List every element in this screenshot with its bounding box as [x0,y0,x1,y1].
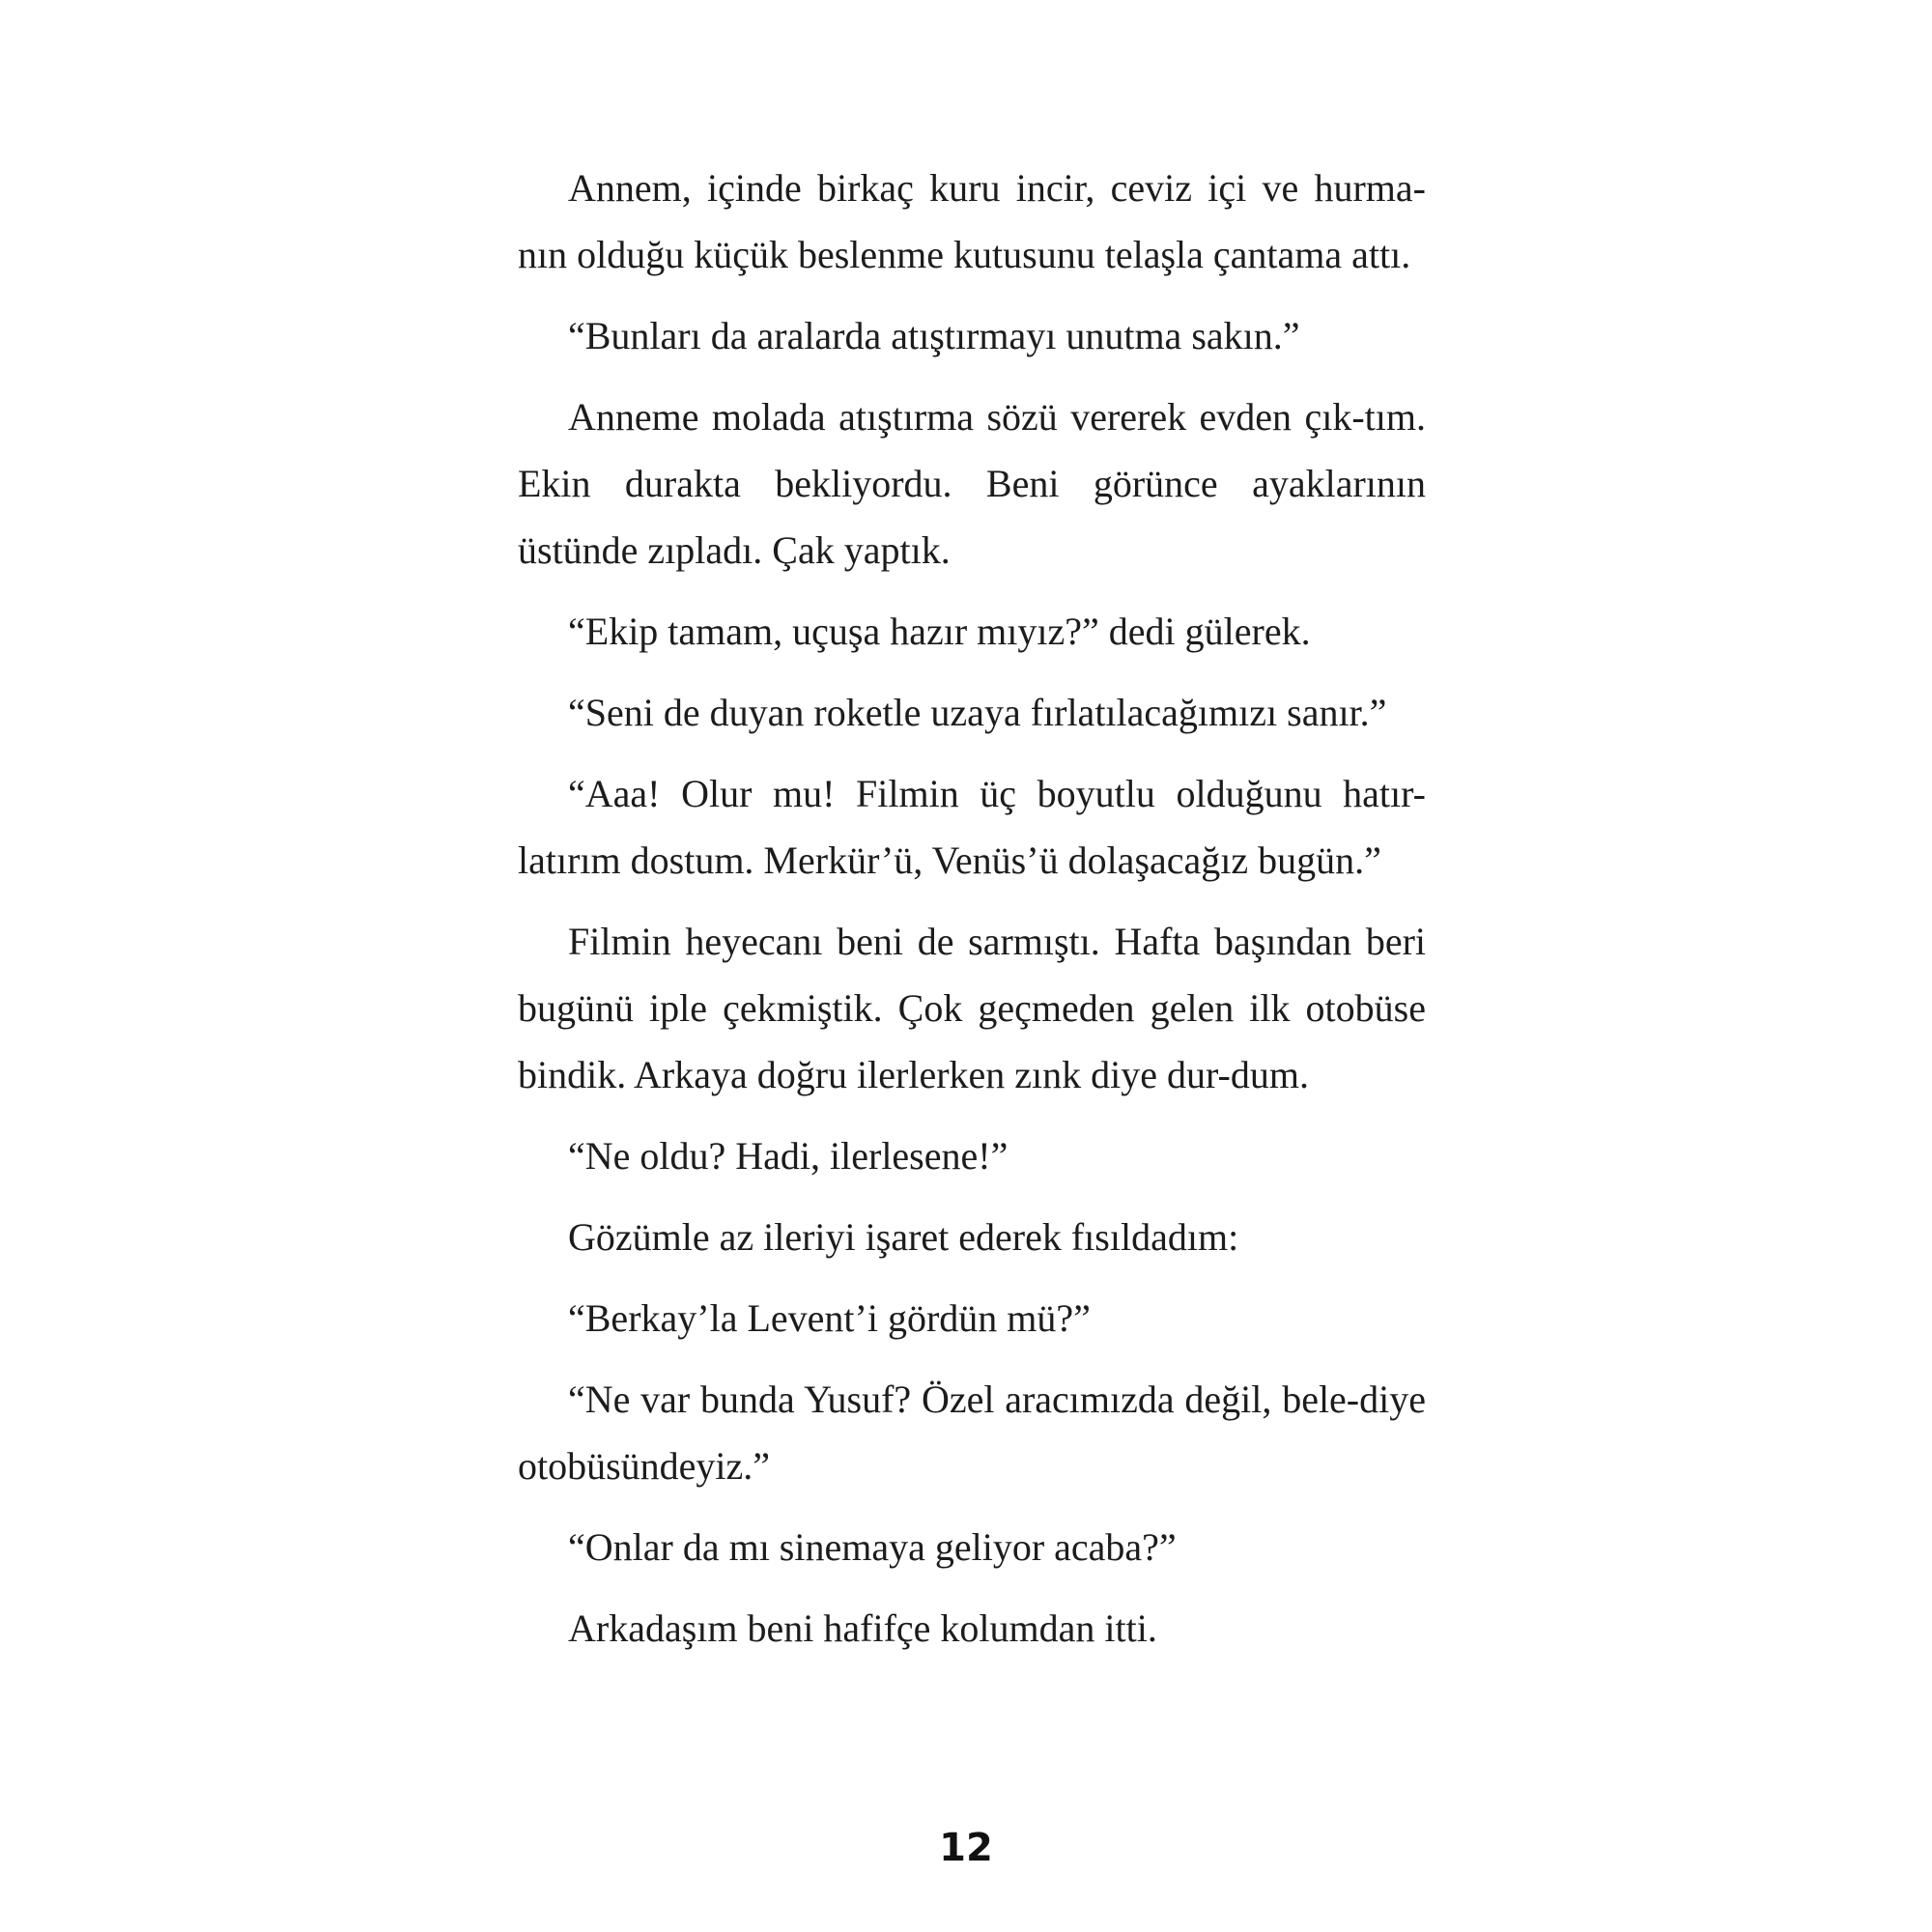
paragraph: “Ekip tamam, uçuşa hazır mıyız?” dedi gülerek. [568,610,1311,653]
paragraph: “Ne oldu? Hadi, ilerlesene!” [568,1134,1009,1178]
paragraph: “Bunları da aralarda atıştırmayı unutma sakın.” [568,314,1300,357]
paragraph: “Ne var bunda Yusuf? Özel aracımızda değil, bele-diye otobüsündeyiz.” [518,1378,1426,1488]
paragraph: Annem, içinde birkaç kuru incir, ceviz içi ve hurma-nın olduğu küçük beslenme kutusunu telaşla çantama attı. [518,166,1426,276]
body-text [518,155,1426,1676]
paragraph: “Aaa! Olur mu! Filmin üç boyutlu olduğunu hatır-latırım dostum. Merkür’ü, Venüs’ü dolaşacağız bugün.” [518,772,1426,882]
paragraph: “Seni de duyan roketle uzaya fırlatılacağımızı sanır.” [568,691,1387,734]
paragraph: Filmin heyecanı beni de sarmıştı. Hafta başından beri bugünü iple çekmiştik. Çok geçmeden gelen ilk otobüse bindik. Arkaya doğru ilerlerken zınk diye dur-dum. [518,920,1426,1096]
paragraph: Arkadaşım beni hafifçe kolumdan itti. [568,1606,1157,1650]
paragraph: “Onlar da mı sinemaya geliyor acaba?” [568,1525,1177,1569]
paragraph: “Berkay’la Levent’i gördün mü?” [568,1296,1091,1340]
paragraph: Gözümle az ileriyi işaret ederek fısıldadım: [568,1215,1239,1259]
paragraph: Anneme molada atıştırma sözü vererek evden çık-tım. Ekin durakta bekliyordu. Beni görünce ayaklarının üstünde zıpladı. Çak yaptık. [518,395,1426,572]
page-number: 12 [939,1826,993,1870]
